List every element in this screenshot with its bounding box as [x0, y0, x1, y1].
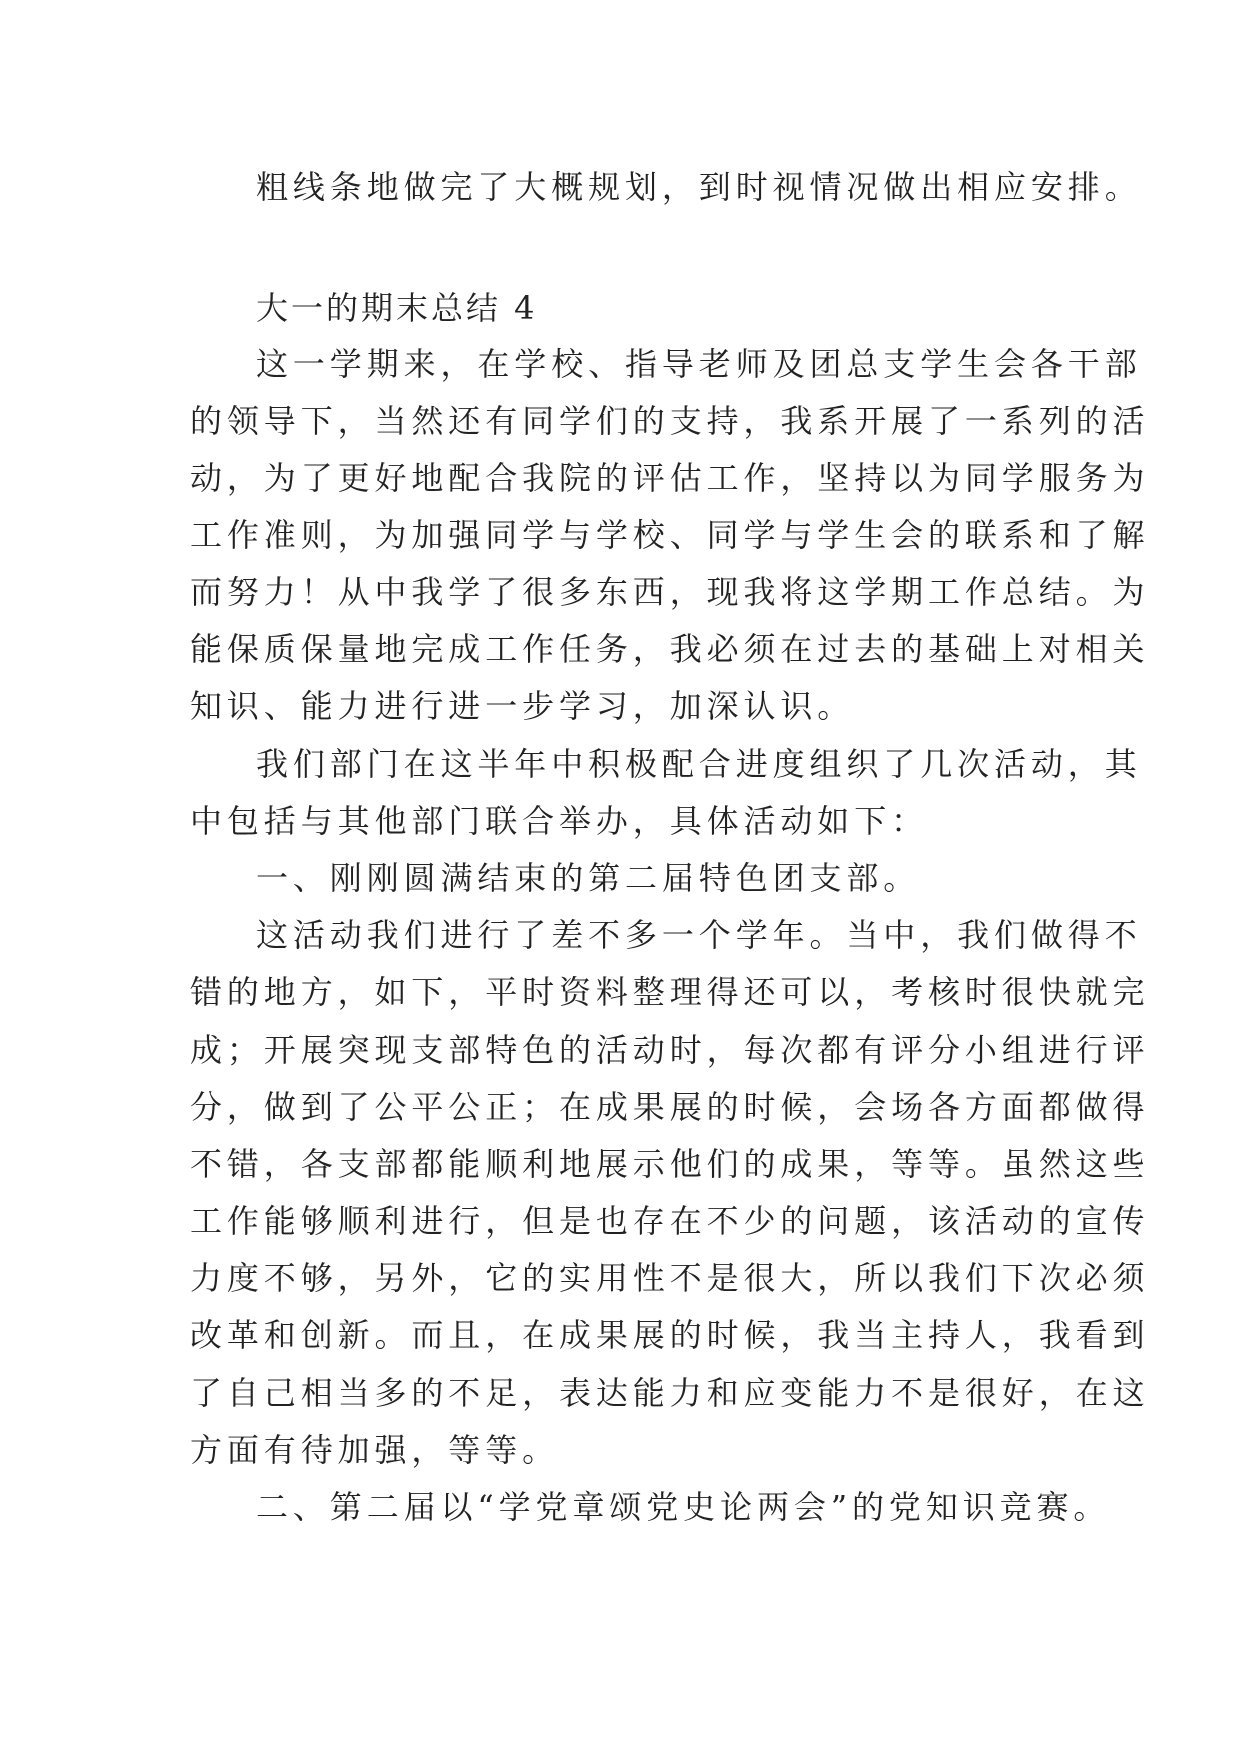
text-line: 方面有待加强，等等。: [190, 1431, 560, 1469]
section-heading: 大一的期末总结 4: [256, 289, 538, 327]
text-line: 工作能够顺利进行，但是也存在不少的问题，该活动的宣传: [190, 1202, 1150, 1240]
text-line: 错的地方，如下，平时资料整理得还可以，考核时很快就完: [190, 973, 1150, 1011]
text-line: 这一学期来，在学校、指导老师及团总支学生会各干部: [256, 345, 1142, 383]
text-line: 粗线条地做完了大概规划，到时视情况做出相应安排。: [256, 168, 1142, 206]
text-line: 成；开展突现支部特色的活动时，每次都有评分小组进行评: [190, 1031, 1150, 1069]
list-item-heading: 一、刚刚圆满结束的第二届特色团支部。: [256, 859, 921, 897]
text-line: 能保质保量地完成工作任务，我必须在过去的基础上对相关: [190, 630, 1150, 668]
text-line: 不错，各支部都能顺利地展示他们的成果，等等。虽然这些: [190, 1145, 1150, 1183]
list-item-heading: 二、第二届以“学党章颂党史论两会”的党知识竞赛。: [256, 1488, 1111, 1526]
text-line: 改革和创新。而且，在成果展的时候，我当主持人，我看到: [190, 1316, 1150, 1354]
text-line: 的领导下，当然还有同学们的支持，我系开展了一系列的活: [190, 402, 1150, 440]
text-line: 这活动我们进行了差不多一个学年。当中，我们做得不: [256, 916, 1142, 954]
text-line: 中包括与其他部门联合举办，具体活动如下：: [190, 802, 929, 840]
text-line: 分，做到了公平公正；在成果展的时候，会场各方面都做得: [190, 1088, 1150, 1126]
text-line: 知识、能力进行进一步学习，加深认识。: [190, 687, 855, 725]
text-line: 力度不够，另外，它的实用性不是很大，所以我们下次必须: [190, 1259, 1150, 1297]
text-line: 了自己相当多的不足，表达能力和应变能力不是很好，在这: [190, 1374, 1150, 1412]
text-line: 工作准则，为加强同学与学校、同学与学生会的联系和了解: [190, 516, 1150, 554]
text-line: 而努力！从中我学了很多东西，现我将这学期工作总结。为: [190, 573, 1150, 611]
text-line: 动，为了更好地配合我院的评估工作，坚持以为同学服务为: [190, 459, 1150, 497]
text-line: 我们部门在这半年中积极配合进度组织了几次活动，其: [256, 745, 1142, 783]
